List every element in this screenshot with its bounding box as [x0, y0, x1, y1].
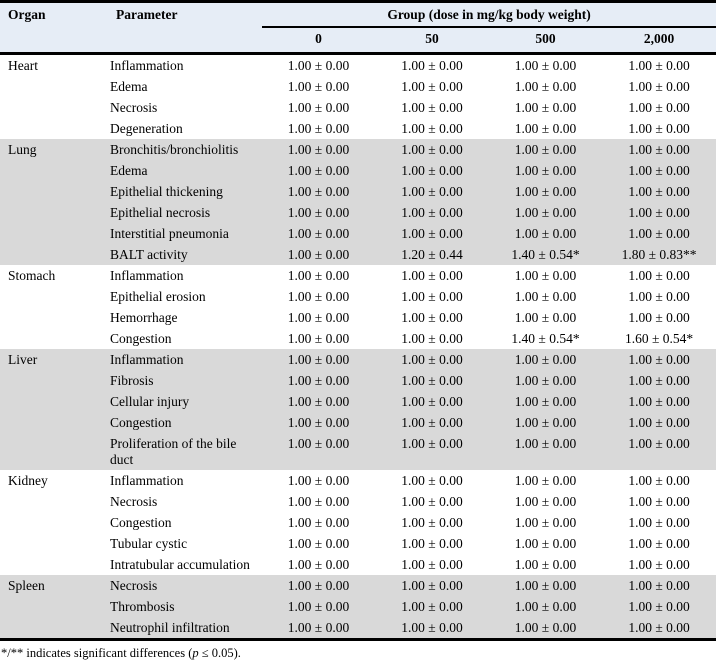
column-header-dose-0: 0: [315, 31, 322, 46]
value-cell: 1.00 ± 0.00: [401, 493, 463, 509]
value-cell: 1.00 ± 0.00: [514, 225, 577, 241]
organ-cell: Lung: [8, 141, 37, 157]
table-row: [0, 412, 716, 433]
header-row-top: [0, 2, 716, 28]
value-cell: 1.00 ± 0.00: [628, 204, 690, 220]
value-cell: 1.00 ± 0.00: [401, 204, 463, 220]
organ-cell: Heart: [8, 57, 38, 73]
table-row: [0, 244, 716, 265]
value-cell: 1.00 ± 0.00: [287, 183, 350, 199]
value-cell: 1.00 ± 0.00: [287, 162, 350, 178]
parameter-cell: Hemorrhage: [110, 309, 178, 325]
value-cell: 1.00 ± 0.00: [514, 598, 577, 614]
value-cell: 1.00 ± 0.00: [514, 619, 577, 635]
value-cell: 1.00 ± 0.00: [401, 472, 463, 488]
value-cell: 1.00 ± 0.00: [287, 330, 350, 346]
value-cell: 1.00 ± 0.00: [287, 514, 350, 530]
value-cell: 1.00 ± 0.00: [401, 535, 463, 551]
footnote-text: */** indicates significant differences (: [1, 646, 193, 660]
value-cell: 1.00 ± 0.00: [514, 267, 577, 283]
value-cell: 1.00 ± 0.00: [401, 414, 463, 430]
parameter-cell: Epithelial thickening: [110, 183, 223, 199]
table-row: [0, 286, 716, 307]
value-cell: 1.00 ± 0.00: [401, 183, 463, 199]
value-cell: 1.00 ± 0.00: [287, 99, 350, 115]
parameter-cell: Epithelial necrosis: [110, 204, 211, 220]
value-cell: 1.20 ± 0.44: [401, 246, 463, 262]
parameter-cell: Epithelial erosion: [110, 288, 206, 304]
value-cell: 1.00 ± 0.00: [401, 619, 463, 635]
table-row: [0, 118, 716, 139]
table-row: [0, 139, 716, 160]
value-cell: 1.00 ± 0.00: [287, 372, 350, 388]
table-row: [0, 617, 716, 640]
value-cell: 1.00 ± 0.00: [287, 535, 350, 551]
value-cell: 1.00 ± 0.00: [628, 162, 690, 178]
column-header-parameter: Parameter: [116, 7, 178, 22]
value-cell: 1.00 ± 0.00: [287, 577, 350, 593]
parameter-cell: Bronchitis/bronchiolitis: [110, 141, 239, 157]
table-row: [0, 533, 716, 554]
value-cell: 1.80 ± 0.83**: [621, 246, 697, 262]
value-cell: 1.00 ± 0.00: [401, 598, 463, 614]
value-cell: 1.00 ± 0.00: [401, 225, 463, 241]
value-cell: 1.00 ± 0.00: [628, 78, 690, 94]
parameter-cell: Tubular cystic: [110, 535, 188, 551]
value-cell: 1.00 ± 0.00: [628, 141, 690, 157]
value-cell: 1.00 ± 0.00: [287, 204, 350, 220]
table-row: [0, 391, 716, 412]
value-cell: 1.00 ± 0.00: [401, 162, 463, 178]
parameter-cell: Necrosis: [110, 99, 158, 115]
value-cell: 1.00 ± 0.00: [628, 556, 690, 572]
value-cell: 1.60 ± 0.54*: [624, 330, 694, 346]
parameter-cell: Inflammation: [110, 351, 184, 367]
value-cell: 1.00 ± 0.00: [401, 309, 463, 325]
value-cell: 1.00 ± 0.00: [287, 472, 350, 488]
value-cell: 1.00 ± 0.00: [514, 393, 577, 409]
value-cell: 1.00 ± 0.00: [401, 514, 463, 530]
parameter-cell: Edema: [110, 78, 148, 94]
value-cell: 1.00 ± 0.00: [514, 472, 577, 488]
organ-cell: Liver: [8, 351, 38, 367]
value-cell: 1.00 ± 0.00: [287, 267, 350, 283]
value-cell: 1.00 ± 0.00: [628, 183, 690, 199]
parameter-cell: Interstitial pneumonia: [110, 225, 229, 241]
table-row: [0, 512, 716, 533]
table-row: [0, 223, 716, 244]
value-cell: 1.00 ± 0.00: [628, 351, 690, 367]
value-cell: 1.00 ± 0.00: [401, 78, 463, 94]
value-cell: 1.00 ± 0.00: [287, 414, 350, 430]
value-cell: 1.00 ± 0.00: [514, 309, 577, 325]
value-cell: 1.40 ± 0.54*: [511, 330, 580, 346]
value-cell: 1.00 ± 0.00: [628, 598, 690, 614]
parameter-cell: Degeneration: [110, 120, 183, 136]
column-header-dose-50: 50: [425, 31, 439, 46]
value-cell: 1.00 ± 0.00: [401, 288, 463, 304]
table-row: [0, 307, 716, 328]
value-cell: 1.00 ± 0.00: [514, 514, 577, 530]
organ-cell: Spleen: [8, 577, 45, 593]
table-row: [0, 328, 716, 349]
parameter-cell: Necrosis: [110, 577, 158, 593]
table-row: [0, 54, 716, 77]
value-cell: 1.00 ± 0.00: [628, 309, 690, 325]
value-cell: 1.00 ± 0.00: [514, 493, 577, 509]
value-cell: 1.00 ± 0.00: [514, 204, 577, 220]
table-row: [0, 470, 716, 491]
value-cell: 1.00 ± 0.00: [514, 435, 577, 451]
value-cell: 1.00 ± 0.00: [628, 577, 690, 593]
value-cell: 1.00 ± 0.00: [628, 57, 690, 73]
parameter-cell: Congestion: [110, 330, 172, 346]
value-cell: 1.00 ± 0.00: [514, 372, 577, 388]
value-cell: 1.00 ± 0.00: [628, 472, 690, 488]
value-cell: 1.00 ± 0.00: [287, 120, 350, 136]
value-cell: 1.00 ± 0.00: [401, 330, 463, 346]
parameter-cell: Intratubular accumulation: [110, 556, 250, 572]
table-row: [0, 97, 716, 118]
value-cell: 1.00 ± 0.00: [287, 493, 350, 509]
parameter-cell: Congestion: [110, 514, 172, 530]
value-cell: 1.00 ± 0.00: [287, 598, 350, 614]
value-cell: 1.00 ± 0.00: [287, 393, 350, 409]
value-cell: 1.00 ± 0.00: [287, 619, 350, 635]
value-cell: 1.00 ± 0.00: [287, 556, 350, 572]
value-cell: 1.00 ± 0.00: [628, 493, 690, 509]
table-footnote: [0, 641, 716, 665]
value-cell: 1.00 ± 0.00: [287, 225, 350, 241]
table-row: [0, 349, 716, 370]
parameter-cell: Congestion: [110, 414, 172, 430]
parameter-cell: Edema: [110, 162, 148, 178]
table-row: [0, 181, 716, 202]
table-row: [0, 554, 716, 575]
table-row: [0, 433, 716, 470]
value-cell: 1.00 ± 0.00: [514, 414, 577, 430]
table-row: [0, 596, 716, 617]
table-row: [0, 265, 716, 286]
value-cell: 1.00 ± 0.00: [287, 288, 350, 304]
value-cell: 1.00 ± 0.00: [401, 577, 463, 593]
value-cell: 1.00 ± 0.00: [401, 351, 463, 367]
value-cell: 1.00 ± 0.00: [628, 414, 690, 430]
parameter-cell: Thrombosis: [110, 598, 175, 614]
value-cell: 1.40 ± 0.54*: [511, 246, 580, 262]
value-cell: 1.00 ± 0.00: [287, 435, 350, 451]
footnote-p-symbol: p: [192, 646, 199, 660]
parameter-cell: Necrosis: [110, 493, 158, 509]
value-cell: 1.00 ± 0.00: [401, 99, 463, 115]
value-cell: 1.00 ± 0.00: [287, 309, 350, 325]
value-cell: 1.00 ± 0.00: [514, 288, 577, 304]
column-header-dose-2000: 2,000: [643, 31, 675, 46]
organ-cell: Kidney: [8, 472, 48, 488]
parameter-cell: BALT activity: [110, 246, 188, 262]
value-cell: 1.00 ± 0.00: [628, 288, 690, 304]
value-cell: 1.00 ± 0.00: [401, 393, 463, 409]
parameter-cell: Cellular injury: [110, 393, 190, 409]
value-cell: 1.00 ± 0.00: [287, 78, 350, 94]
value-cell: 1.00 ± 0.00: [628, 393, 690, 409]
value-cell: 1.00 ± 0.00: [628, 120, 690, 136]
table-row: [0, 370, 716, 391]
column-header-dose-500: 500: [535, 31, 556, 46]
table-row: [0, 160, 716, 181]
value-cell: 1.00 ± 0.00: [514, 351, 577, 367]
column-header-organ: Organ: [8, 7, 46, 22]
table-row: [0, 491, 716, 512]
parameter-cell: Inflammation: [110, 472, 184, 488]
value-cell: 1.00 ± 0.00: [514, 99, 577, 115]
value-cell: 1.00 ± 0.00: [628, 99, 690, 115]
value-cell: 1.00 ± 0.00: [628, 435, 690, 451]
organ-cell: Stomach: [8, 267, 56, 283]
value-cell: 1.00 ± 0.00: [514, 183, 577, 199]
value-cell: 1.00 ± 0.00: [514, 162, 577, 178]
table-row: [0, 575, 716, 596]
table-row: [0, 202, 716, 223]
parameter-cell: Fibrosis: [110, 372, 154, 388]
value-cell: 1.00 ± 0.00: [287, 351, 350, 367]
parameter-cell: Proliferation of the bile duct: [110, 435, 237, 467]
value-cell: 1.00 ± 0.00: [287, 57, 350, 73]
footnote-text-cont: ≤ 0.05).: [198, 646, 241, 660]
column-header-group: Group (dose in mg/kg body weight): [262, 2, 716, 28]
value-cell: 1.00 ± 0.00: [287, 141, 350, 157]
value-cell: 1.00 ± 0.00: [628, 619, 690, 635]
value-cell: 1.00 ± 0.00: [514, 577, 577, 593]
value-cell: 1.00 ± 0.00: [514, 57, 577, 73]
value-cell: 1.00 ± 0.00: [401, 372, 463, 388]
table-row: [0, 76, 716, 97]
value-cell: 1.00 ± 0.00: [628, 267, 690, 283]
value-cell: 1.00 ± 0.00: [401, 141, 463, 157]
parameter-cell: Inflammation: [110, 57, 184, 73]
value-cell: 1.00 ± 0.00: [514, 535, 577, 551]
value-cell: 1.00 ± 0.00: [628, 225, 690, 241]
value-cell: 1.00 ± 0.00: [514, 556, 577, 572]
value-cell: 1.00 ± 0.00: [287, 246, 350, 262]
table-header: [0, 2, 716, 54]
table-body: [0, 54, 716, 640]
value-cell: 1.00 ± 0.00: [401, 435, 463, 451]
parameter-cell: Inflammation: [110, 267, 184, 283]
parameter-cell: Neutrophil infiltration: [110, 619, 230, 635]
value-cell: 1.00 ± 0.00: [514, 141, 577, 157]
value-cell: 1.00 ± 0.00: [514, 120, 577, 136]
value-cell: 1.00 ± 0.00: [401, 57, 463, 73]
value-cell: 1.00 ± 0.00: [628, 372, 690, 388]
value-cell: 1.00 ± 0.00: [514, 78, 577, 94]
value-cell: 1.00 ± 0.00: [401, 120, 463, 136]
value-cell: 1.00 ± 0.00: [628, 535, 690, 551]
value-cell: 1.00 ± 0.00: [401, 267, 463, 283]
value-cell: 1.00 ± 0.00: [401, 556, 463, 572]
value-cell: 1.00 ± 0.00: [628, 514, 690, 530]
